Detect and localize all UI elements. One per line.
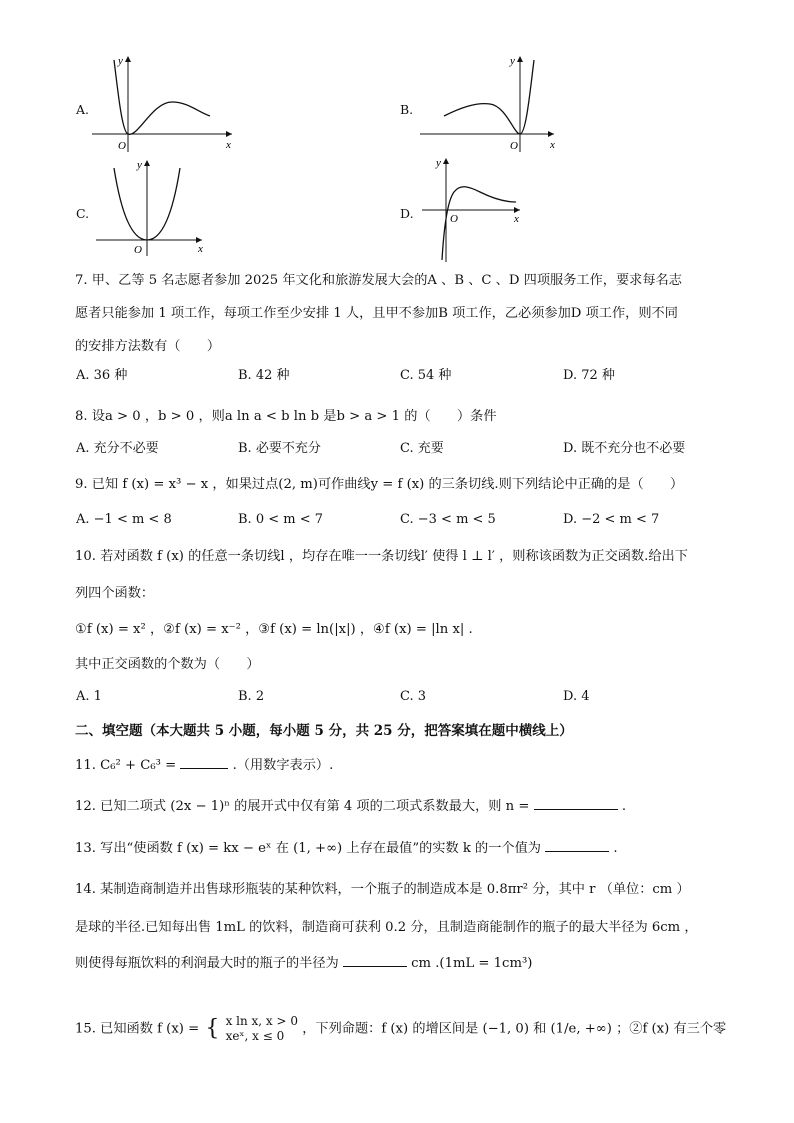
q9-option-a: A. −1 < m < 8	[76, 512, 172, 527]
q11-answer-blank[interactable]	[180, 756, 228, 769]
origin-label: O	[134, 244, 142, 256]
q10-option-a: A. 1	[76, 689, 102, 704]
q11-suffix: .（用数字表示）.	[232, 758, 334, 773]
y-axis-label: y	[137, 159, 142, 171]
q14-line-2: 是球的半径.已知每出售 1mL 的饮料，制造商可获利 0.2 分，且制造商能制作的瓶子的最大半径为 6cm ，	[75, 920, 698, 935]
q8-option-c: C. 充要	[400, 441, 444, 456]
q11	[75, 756, 333, 775]
x-axis-label: x	[226, 139, 231, 151]
q11-prefix: 11. C₆² + C₆³ =	[75, 758, 177, 773]
q9-option-b: B. 0 < m < 7	[238, 512, 324, 527]
q14-line-3-suffix: cm .(1mL = 1cm³)	[411, 956, 533, 971]
option-c-label: C.	[76, 206, 90, 221]
origin-label: O	[510, 140, 518, 152]
x-axis-label: x	[550, 139, 555, 151]
q12-suffix: .	[621, 799, 627, 814]
q7-option-d: D. 72 种	[563, 368, 615, 383]
q7-line-1: 7. 甲、乙等 5 名志愿者参加 2025 年文化和旅游发展大会的A 、B 、C 、D 四项服务工作，要求每名志	[75, 273, 682, 288]
q10-line-2: 列四个函数：	[75, 586, 155, 601]
q10-option-b: B. 2	[238, 689, 265, 704]
graph-c	[92, 156, 222, 256]
y-axis-label: y	[510, 55, 515, 67]
graph-b	[420, 52, 570, 152]
q15-prefix: 15. 已知函数 f (x) =	[75, 1021, 200, 1037]
q15-case-2: xeˣ, x ≤ 0	[225, 1029, 285, 1043]
option-b-label: B.	[400, 102, 414, 117]
y-axis-label: y	[118, 55, 123, 67]
q14-line-3-prefix: 则使得每瓶饮料的利润最大时的瓶子的半径为	[75, 956, 339, 971]
q9-stem: 9. 已知 f (x) = x³ − x ，如果过点(2, m)可作曲线y = f (x) 的三条切线.则下列结论中正确的是（ ）	[75, 477, 684, 492]
graph-a	[92, 52, 242, 152]
q14-answer-blank[interactable]	[343, 954, 407, 967]
q13-prefix: 13. 写出“使函数 f (x) = kx − eˣ 在 (1, +∞) 上存在最值”的实数 k 的一个值为	[75, 841, 541, 856]
q7-line-3: 的安排方法数有（ ）	[75, 339, 221, 354]
q8-stem: 8. 设a > 0 ，b > 0 ，则a ln a < b ln b 是b > a > 1 的（ ）条件	[75, 409, 497, 424]
q13-answer-blank[interactable]	[545, 839, 609, 852]
q12-answer-blank[interactable]	[534, 797, 618, 810]
q7-option-a: A. 36 种	[76, 368, 128, 383]
option-a-label: A.	[76, 102, 90, 117]
q12	[75, 797, 626, 816]
q10-line-3: ①f (x) = x² ，②f (x) = x⁻² ，③f (x) = ln(|x|) ，④f (x) = |ln x| .	[75, 622, 473, 637]
section-heading: 二、填空题（本大题共 5 小题，每小题 5 分，共 25 分，把答案填在题中横线上）	[75, 723, 573, 739]
graph-d	[420, 156, 550, 264]
x-axis-label: x	[198, 243, 203, 255]
q15-suffix: ，下列命题：f (x) 的增区间是 (−1, 0) 和 (1/e, +∞) ；②f (x) 有三个零	[302, 1021, 727, 1037]
q10-option-c: C. 3	[400, 689, 427, 704]
q7-line-2: 愿者只能参加 1 项工作，每项工作至少安排 1 人，且甲不参加B 项工作，乙必须参加D 项工作，则不同	[75, 306, 678, 321]
q9-option-c: C. −3 < m < 5	[400, 512, 496, 527]
brace-symbol: {	[205, 1016, 220, 1041]
q13	[75, 839, 618, 858]
q13-suffix: .	[613, 841, 618, 856]
q14-line-3	[75, 954, 532, 973]
origin-label: O	[118, 140, 126, 152]
piecewise-cases	[226, 1014, 298, 1044]
q10-option-d: D. 4	[563, 689, 590, 704]
q10-line-1: 10. 若对函数 f (x) 的任意一条切线l ，均存在唯一一条切线l′ 使得 l ⊥ l′ ，则称该函数为正交函数.给出下	[75, 549, 688, 564]
q15	[75, 1014, 726, 1044]
q8-option-a: A. 充分不必要	[76, 441, 159, 456]
q10-line-4: 其中正交函数的个数为（ ）	[75, 657, 260, 672]
option-d-label: D.	[400, 206, 414, 221]
x-axis-label: x	[514, 213, 519, 225]
q15-case-1: x ln x, x > 0	[225, 1014, 299, 1028]
q8-option-b: B. 必要不充分	[238, 441, 321, 456]
q12-prefix: 12. 已知二项式 (2x − 1)ⁿ 的展开式中仅有第 4 项的二项式系数最大，则 n =	[75, 799, 530, 814]
q7-option-b: B. 42 种	[238, 368, 290, 383]
y-axis-label: y	[436, 157, 441, 169]
q7-option-c: C. 54 种	[400, 368, 452, 383]
q14-line-1: 14. 某制造商制造并出售球形瓶装的某种饮料，一个瓶子的制造成本是 0.8πr² 分，其中 r （单位：cm ）	[75, 882, 690, 897]
origin-label: O	[450, 213, 458, 225]
q9-option-d: D. −2 < m < 7	[563, 512, 660, 527]
q8-option-d: D. 既不充分也不必要	[563, 441, 686, 456]
